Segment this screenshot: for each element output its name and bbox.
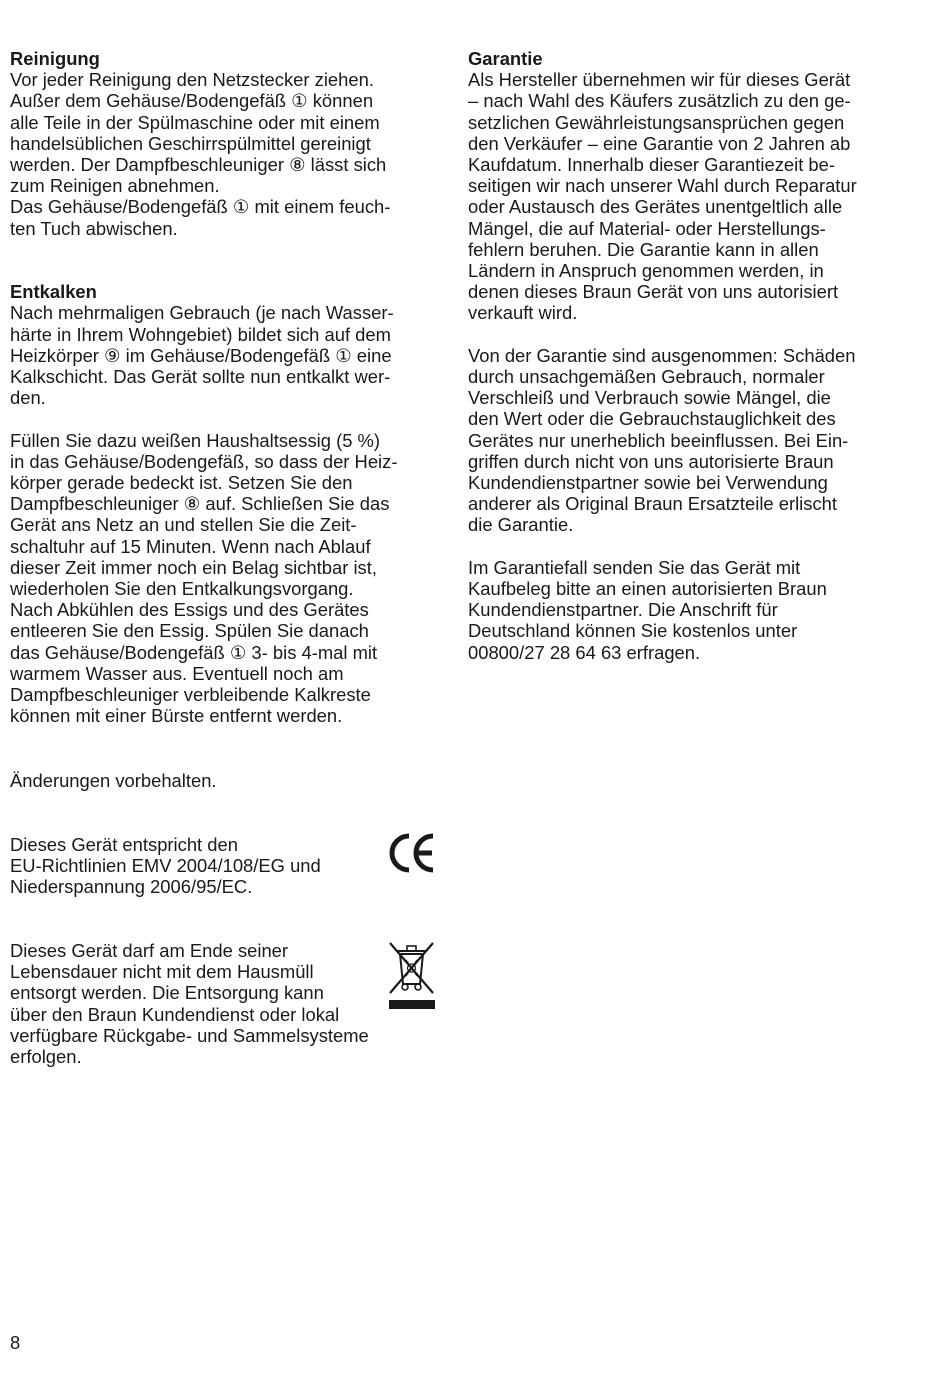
cleaning-heading: Reinigung bbox=[10, 48, 100, 69]
cleaning-text: Vor jeder Reinigung den Netzstecker ziehen. Außer dem Gehäuse/Bodengefäß ① können alle Teile in der Spülmaschine oder mit einem handelsüblichen Geschirrspülmittel gereinigt werden. Der Dampfbeschleuniger ⑧ lässt sich zum Reinigen abnehmen. Das Gehäuse/Bodengefäß ① mit einem feuch- ten Tuch abwischen. bbox=[10, 69, 391, 239]
ce-mark-icon bbox=[388, 832, 438, 874]
left-column bbox=[10, 48, 450, 726]
descaling-heading: Entkalken bbox=[10, 281, 97, 303]
warranty-paragraph-1: Als Hersteller übernehmen wir für dieses Gerät – nach Wahl des Käufers zusätzlich zu den ge- setzlichen Gewährleistungsansprüchen gegen den Verkäufer – eine Garantie von 2 Jahren ab Kaufdatum. Innerhalb dieser Garantiezeit be- seitigen wir nach unserer Wahl durch Reparatur oder Austausch des Gerätes unentgeltlich alle Mängel, die auf Material- oder Herstellungs- fehlern beruhen. Die Garantie kann in allen Ländern in Anspruch genommen werden, in denen dieses Braun Gerät von uns autorisiert verkauft wird. bbox=[468, 69, 857, 324]
disposal-text: Dieses Gerät darf am Ende seiner Lebensdauer nicht mit dem Hausmüll entsorgt werden. Die Entsorgung kann über den Braun Kundendienst oder lokal verfügbare Rückgabe- und Sammelsysteme erfolgen. bbox=[10, 940, 369, 1068]
warranty-heading: Garantie bbox=[468, 48, 543, 69]
changes-notice: Änderungen vorbehalten. bbox=[10, 770, 217, 791]
warranty-paragraph-2: Von der Garantie sind ausgenommen: Schäden durch unsachgemäßen Gebrauch, normaler Verschleiß und Verbrauch sowie Mängel, die den Wert oder die Gebrauchstauglichkeit des Gerätes nur unerheblich beeinflussen. Bei Ein- griffen durch nicht von uns autorisierte Braun Kundendienstpartner sowie bei Verwendung anderer als Original Braun Ersatzteile erlischt die Garantie. bbox=[468, 344, 856, 536]
right-column bbox=[468, 48, 908, 663]
crossed-out-wheelie-bin-icon bbox=[386, 938, 438, 1014]
conformity-text: Dieses Gerät entspricht den EU-Richtlinien EMV 2004/108/EG und Niederspannung 2006/95/EC. bbox=[10, 834, 321, 898]
descaling-paragraph-2: Füllen Sie dazu weißen Haushaltsessig (5 %) in das Gehäuse/Bodengefäß, so dass der Heiz- körper gerade bedeckt ist. Setzen Sie den Dampfbeschleuniger ⑧ auf. Schließen Sie das Gerät ans Netz an und stellen Sie die Zeit- schaltuhr auf 15 Minuten. Wenn nach Ablauf dieser Zeit immer noch ein Belag sichtbar ist, wiederholen Sie den Entkalkungsvorgang. Nach Abkühlen des Essigs und des Gerätes entleeren Sie den Essig. Spülen Sie danach das Gehäuse/Bodengefäß ① 3- bis 4-mal mit warmem Wasser aus. Eventuell noch am Dampfbeschleuniger verbleibende Kalkreste können mit einer Bürste entfernt werden. bbox=[10, 429, 398, 727]
page-number: 8 bbox=[10, 1332, 21, 1353]
descaling-paragraph-1: Nach mehrmaligen Gebrauch (je nach Wasser- härte in Ihrem Wohngebiet) bildet sich auf dem Heizkörper ⑨ im Gehäuse/Bodengefäß ① eine Kalkschicht. Das Gerät sollte nun entkalkt wer- den. bbox=[10, 302, 394, 409]
warranty-paragraph-3: Im Garantiefall senden Sie das Gerät mit Kaufbeleg bitte an einen autorisierten Braun Kundendienstpartner. Die Anschrift für Deutschland können Sie kostenlos unter 00800/27 28 64 63 erfragen. bbox=[468, 556, 827, 663]
